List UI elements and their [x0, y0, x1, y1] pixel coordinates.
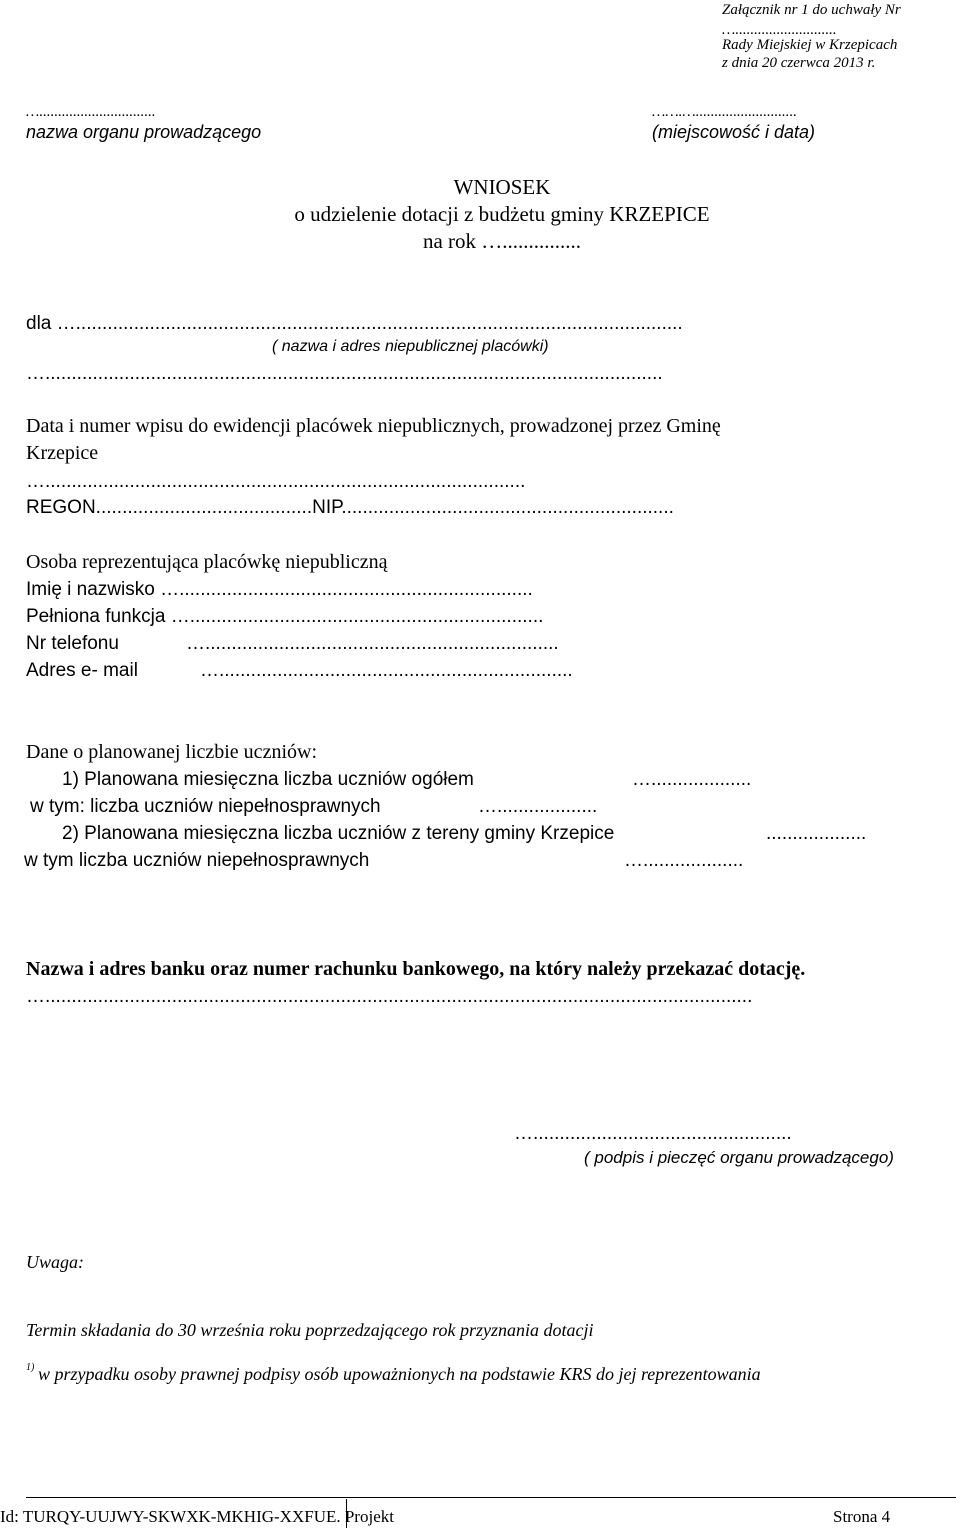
title-line-1: WNIOSEK [453, 175, 551, 199]
students-item-1-dots: …................... [632, 769, 752, 790]
regon-nip-line: REGON.........................................NIP............................................................... [26, 497, 674, 518]
notes-title: Uwaga: [26, 1252, 84, 1272]
title-line-2: o udzielenie dotacji z budżetu gminy KRZEPICE [294, 202, 710, 226]
place-date-dots: …….…........................... [652, 104, 798, 120]
representative-heading: Osoba reprezentująca placówkę niepubliczną [26, 551, 388, 573]
attachment-line-2: …........................... [722, 22, 837, 38]
students-item-1-sub-dots: …................... [478, 796, 598, 817]
representative-function: Pełniona funkcja …................................................................... [26, 606, 544, 627]
students-item-2-sub-dots: …................... [624, 850, 744, 871]
representative-email-dots: …................................................................... [200, 660, 573, 681]
students-item-2-sub: w tym liczba uczniów niepełnosprawnych [24, 850, 370, 871]
students-item-1: 1) Planowana miesięczna liczba uczniów ogółem [62, 769, 474, 790]
facility-dla-line: dla …................................................................................................................... [26, 313, 683, 334]
representative-name: Imię i nazwisko …................................................................... [26, 579, 533, 600]
registration-label-1: Data i numer wpisu do ewidencji placówek niepublicznych, prowadzonej przez Gminę [26, 415, 721, 437]
footer-rule [26, 1497, 956, 1498]
notes-deadline: Termin składania do 30 września roku poprzedzającego rok przyznania dotacji [26, 1320, 594, 1340]
bank-dots-line: …...................................................................................................................................... [26, 986, 753, 1007]
attachment-line-3: Rady Miejskiej w Krzepicach [722, 37, 898, 53]
attachment-line-1: Załącznik nr 1 do uchwały Nr [722, 2, 901, 18]
students-item-2-dots: ................... [766, 823, 867, 844]
facility-dots-line: …..................................................................................................................... [26, 363, 663, 384]
footer-id: Id: TURQY-UUJWY-SKWXK-MKHIG-XXFUE. Projekt [0, 1507, 394, 1526]
registration-dots-line: …........................................................................................... [26, 471, 526, 492]
registration-label-2: Krzepice [26, 442, 99, 464]
signature-caption: ( podpis i pieczęć organu prowadzącego) [584, 1148, 894, 1167]
representative-email-label: Adres e- mail [26, 660, 138, 681]
bank-heading: Nazwa i adres banku oraz numer rachunku bankowego, na który należy przekazać dotację. [26, 958, 806, 980]
representative-phone-label: Nr telefonu [26, 633, 119, 654]
students-heading: Dane o planowanej liczbie uczniów: [26, 741, 317, 763]
facility-caption: ( nazwa i adres niepublicznej placówki) [272, 338, 549, 355]
representative-phone-dots: …................................................................... [186, 633, 559, 654]
students-item-2: 2) Planowana miesięczna liczba uczniów z tereny gminy Krzepice [62, 823, 615, 844]
notes-footnote-mark: 1) [26, 1362, 35, 1373]
notes-footnote-text: w przypadku osoby prawnej podpisy osób upoważnionych na podstawie KRS do jej reprezentowania [38, 1364, 761, 1384]
place-date-label: (miejscowość i data) [652, 122, 816, 142]
footer-page-number: Strona 4 [833, 1507, 891, 1526]
attachment-line-4: z dnia 20 czerwca 2013 r. [722, 55, 876, 71]
organ-label: nazwa organu prowadzącego [26, 122, 262, 142]
organ-dots: …............................... [26, 104, 156, 120]
signature-dots: …................................................. [514, 1123, 792, 1144]
title-line-3: na rok …............... [422, 229, 582, 253]
students-item-1-sub: w tym: liczba uczniów niepełnosprawnych [30, 796, 381, 817]
